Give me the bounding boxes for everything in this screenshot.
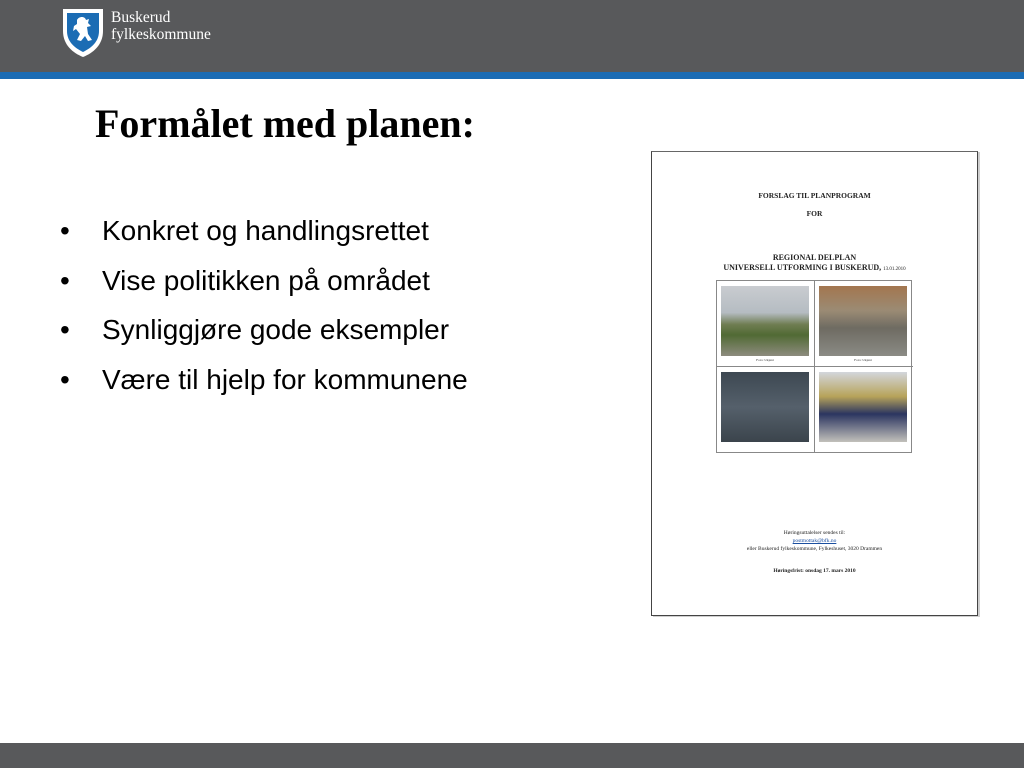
org-name-line-1: Buskerud [111, 9, 171, 26]
bullet-text: Vise politikken på området [102, 264, 430, 296]
doc-deadline: Høringsfrist: onsdag 17. mars 2010 [773, 568, 856, 574]
doc-photo-grid [716, 280, 912, 453]
doc-contact-line-3: eller Buskerud fylkeskommune, Fylkeshuset, 3020 Drammen [746, 546, 883, 552]
doc-heading-3: REGIONAL DELPLAN [772, 253, 857, 262]
photo-cell [717, 281, 815, 367]
organization-name [111, 9, 211, 43]
bullet-text: Konkret og handlingsrettet [102, 215, 429, 246]
org-name-line-2: fylkeskommune [111, 26, 211, 43]
doc-heading-4-text: UNIVERSELL UTFORMING I BUSKERUD, [723, 263, 882, 272]
doc-heading-4 [652, 263, 977, 272]
park-path-photo [721, 286, 809, 356]
photo-cell [717, 367, 815, 453]
photo-cell [815, 367, 913, 453]
doc-heading-1: FORSLAG TIL PLANPROGRAM [758, 191, 871, 200]
bullet-icon: • [60, 363, 70, 395]
doc-heading-2: FOR [806, 209, 823, 218]
doc-date: 13.01.2010 [883, 267, 906, 272]
document-thumbnail [651, 151, 978, 616]
footer-bar [0, 743, 1024, 768]
bullet-icon: • [60, 264, 70, 296]
header-accent-stripe [0, 72, 1024, 79]
photo-cell [815, 281, 913, 367]
doc-contact-line-1: Høringsuttalelser sendes til: [783, 530, 846, 536]
bullet-text: Være til hjelp for kommunene [102, 363, 468, 395]
coat-of-arms-shield-icon [60, 7, 106, 59]
bullet-icon: • [60, 314, 70, 345]
slide-title: Formålet med planen: [95, 101, 475, 146]
photo-caption: Foto: Ukjent [854, 358, 872, 362]
bullet-icon: • [60, 215, 70, 246]
bus-photo [819, 372, 907, 442]
outdoor-stairs-photo [819, 286, 907, 356]
timetable-sign-photo [721, 372, 809, 442]
photo-caption: Foto: Ukjent [756, 358, 774, 362]
doc-contact-email: postmottak@bfk.no [792, 538, 837, 544]
bullet-text: Synliggjøre gode eksempler [102, 314, 450, 345]
